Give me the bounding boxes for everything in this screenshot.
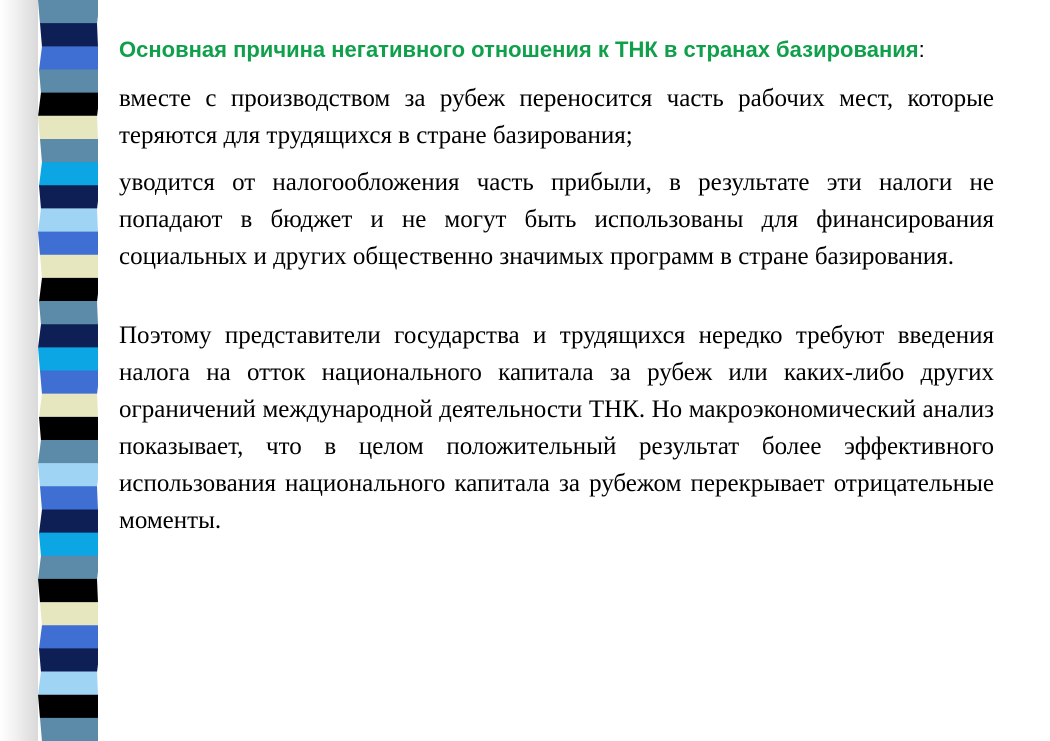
- band-stripe: [39, 417, 99, 441]
- band-stripe: [39, 162, 100, 186]
- band-stripe: [40, 486, 98, 510]
- band-stripe: [40, 718, 100, 741]
- band-stripe: [38, 672, 98, 696]
- band-stripe: [38, 347, 100, 371]
- band-stripe: [38, 463, 100, 487]
- band-stripe: [40, 602, 99, 626]
- paragraph-taxes: уводится от налогообложения часть прибыли, в результате эти налоги не попадают в бюджет и не могут быть использованы для финансирования социальных и других общественно значимых программ в стране базирования.: [119, 169, 994, 270]
- band-stripe: [40, 371, 100, 395]
- band-stripe: [38, 116, 98, 140]
- band-edge: [98, 0, 108, 741]
- band-stripe: [38, 208, 98, 232]
- band-stripe: [39, 533, 100, 557]
- slide-heading: [119, 30, 994, 70]
- paragraph-jobs: вместе с производством за рубеж переносится часть рабочих мест, которые теряются для трудящихся в стране базирования;: [119, 85, 994, 149]
- band-stripe: [38, 579, 98, 603]
- band-stripe: [38, 695, 99, 719]
- band-stripe: [39, 69, 100, 93]
- band-stripe: [40, 139, 99, 163]
- band-stripe: [39, 394, 98, 418]
- band-stripe: [39, 625, 100, 649]
- band-stripe: [38, 93, 100, 117]
- band-stripe: [38, 0, 100, 24]
- paragraph-conclusion: Поэтому представители государства и трудящихся нередко требуют введения налога на отток национального капитала за рубеж или каких-либо других ограничений международной деятельности ТНК. Но макроэкономический анализ показывает, что в целом положительный результат более эффективного использования национального капитала за рубежом перекрывает отрицательные моменты.: [119, 322, 994, 534]
- slide-content: [119, 30, 994, 549]
- heading-colon: :: [918, 37, 925, 62]
- band-stripe: [39, 46, 99, 70]
- band-stripe: [39, 185, 100, 209]
- spacer: [119, 285, 994, 317]
- band-stripe: [40, 255, 100, 279]
- band-stripe: [40, 23, 98, 47]
- band-stripe: [38, 324, 99, 348]
- band-stripe: [38, 232, 99, 256]
- band-stripe: [39, 301, 98, 325]
- decorative-band: [0, 0, 108, 741]
- heading-text: Основная причина негативного отношения к ТНК в странах базирования: [119, 37, 919, 62]
- band-stripe: [38, 440, 100, 464]
- band-stripe: [39, 648, 100, 672]
- band-stripe: [39, 278, 100, 302]
- band-stripes: [0, 0, 108, 741]
- band-stripe: [39, 509, 99, 533]
- band-stripe: [38, 556, 100, 580]
